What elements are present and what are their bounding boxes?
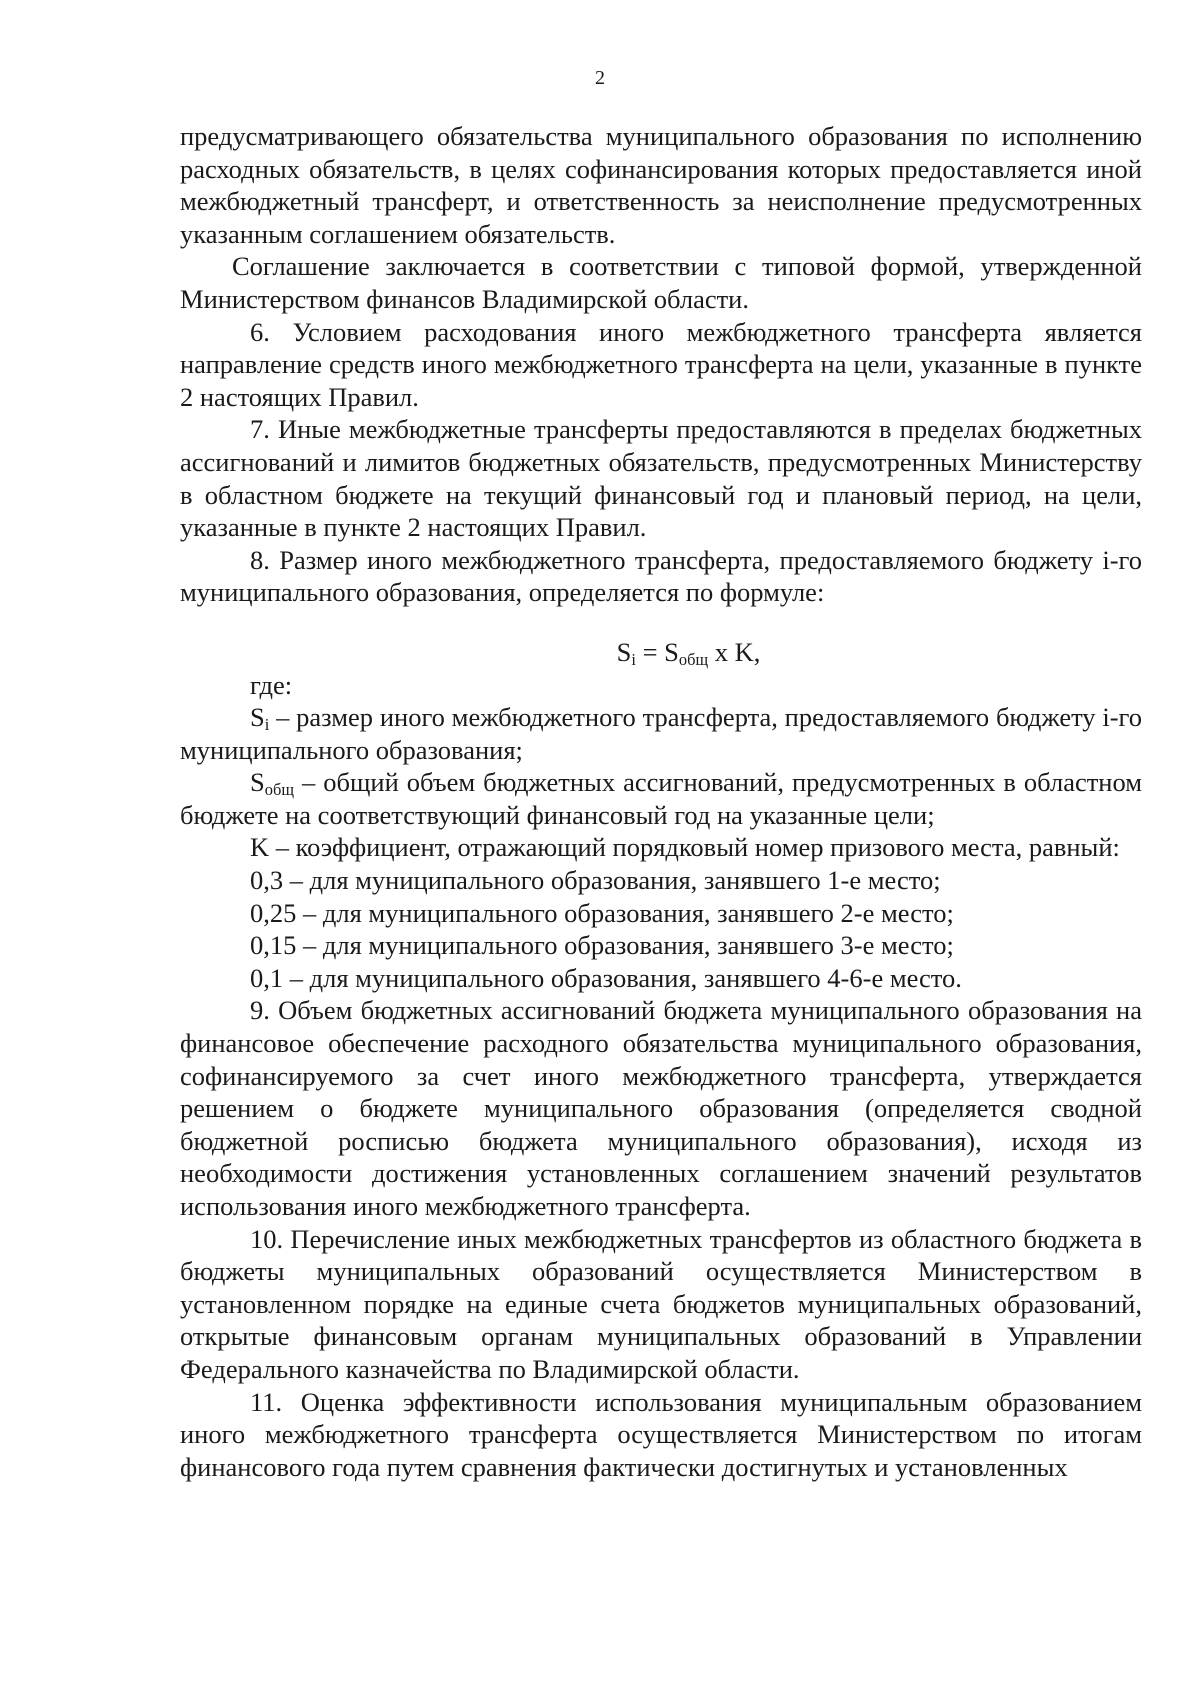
paragraph-11: 11. Оценка эффективности использования муниципальным образованием иного межбюджетного трансферта осуществляется Министерством по итогам финансового года путем сравнения фактически достигнутых и установленных	[180, 1386, 1142, 1482]
paragraph-6: 6. Условием расходования иного межбюджетного трансферта является направление средств иного межбюджетного трансферта на цели, указанные в пункте 2 настоящих Правил.	[180, 316, 1142, 412]
paragraph-7: 7. Иные межбюджетные трансферты предоставляются в пределах бюджетных ассигнований и лимитов бюджетных обязательств, предусмотренных Министерству в областном бюджете на текущий финансовый год и плановый период, на цели, указанные в пункте 2 настоящих Правил.	[180, 414, 1142, 543]
definition-stotal	[180, 766, 1142, 831]
formula-total-sub: общ	[678, 650, 709, 669]
document-body	[180, 120, 1142, 1483]
paragraph-10: 10. Перечисление иных межбюджетных трансфертов из областного бюджета в бюджеты муниципальных образований осуществляется Министерством в установленном порядке на единые счета бюджетов муниципальных образований, открытые финансовым органам муниципальных образований в Управлении Федерального казначейства по Владимирской области.	[180, 1223, 1142, 1384]
formula-si-sub: i	[631, 650, 636, 669]
paragraph-continuation: предусматривающего обязательства муниципального образования по исполнению расходных обязательств, в целях софинансирования которых предоставляется иной межбюджетный трансферт, и ответственность за неисполнение предусмотренных указанным соглашением обязательств.	[180, 121, 1142, 249]
coefficient-item: 0,15 – для муниципального образования, занявшего 3-е место;	[250, 930, 954, 961]
formula	[180, 636, 1142, 669]
definition-stotal-symbol: S	[250, 767, 265, 798]
coefficient-item: 0,1 – для муниципального образования, занявшего 4-6-е место.	[250, 962, 962, 993]
paragraph-agreement: Соглашение заключается в соответствии с типовой формой, утвержденной Министерством финансов Владимирской области.	[180, 251, 1142, 314]
formula-si: S	[616, 636, 632, 667]
definition-si-symbol: S	[250, 702, 265, 733]
formula-equals: = S	[635, 636, 679, 667]
definition-si	[180, 701, 1142, 766]
coefficient-item: 0,3 – для муниципального образования, занявшего 1-е место;	[250, 865, 941, 896]
definition-stotal-text: – общий объем бюджетных ассигнований, предусмотренных в областном бюджете на соответствующий финансовый год на указанные цели;	[180, 767, 1142, 830]
definition-k: K – коэффициент, отражающий порядковый номер призового места, равный:	[250, 832, 1120, 863]
where-label: где:	[250, 669, 293, 700]
page-number: 2	[595, 67, 605, 89]
coefficient-item: 0,25 – для муниципального образования, занявшего 2-е место;	[250, 897, 954, 928]
definition-stotal-sub: общ	[264, 780, 294, 800]
formula-rest: x K,	[708, 636, 761, 667]
definition-si-sub: i	[264, 715, 270, 735]
definition-si-text: – размер иного межбюджетного трансферта, предоставляемого бюджету i-го муниципального образования;	[180, 702, 1142, 765]
paragraph-8: 8. Размер иного межбюджетного трансферта, предоставляемого бюджету i-го муниципального образования, определяется по формуле:	[180, 544, 1142, 608]
paragraph-9: 9. Объем бюджетных ассигнований бюджета муниципального образования на финансовое обеспечение расходного обязательства муниципального образования, софинансируемого за счет иного межбюджетного трансферта, утверждается решением о бюджете муниципального образования (определяется сводной бюджетной росписью бюджета муниципального образования), исходя из необходимости достижения установленных соглашением значений результатов использования иного межбюджетного трансферта.	[180, 995, 1142, 1221]
